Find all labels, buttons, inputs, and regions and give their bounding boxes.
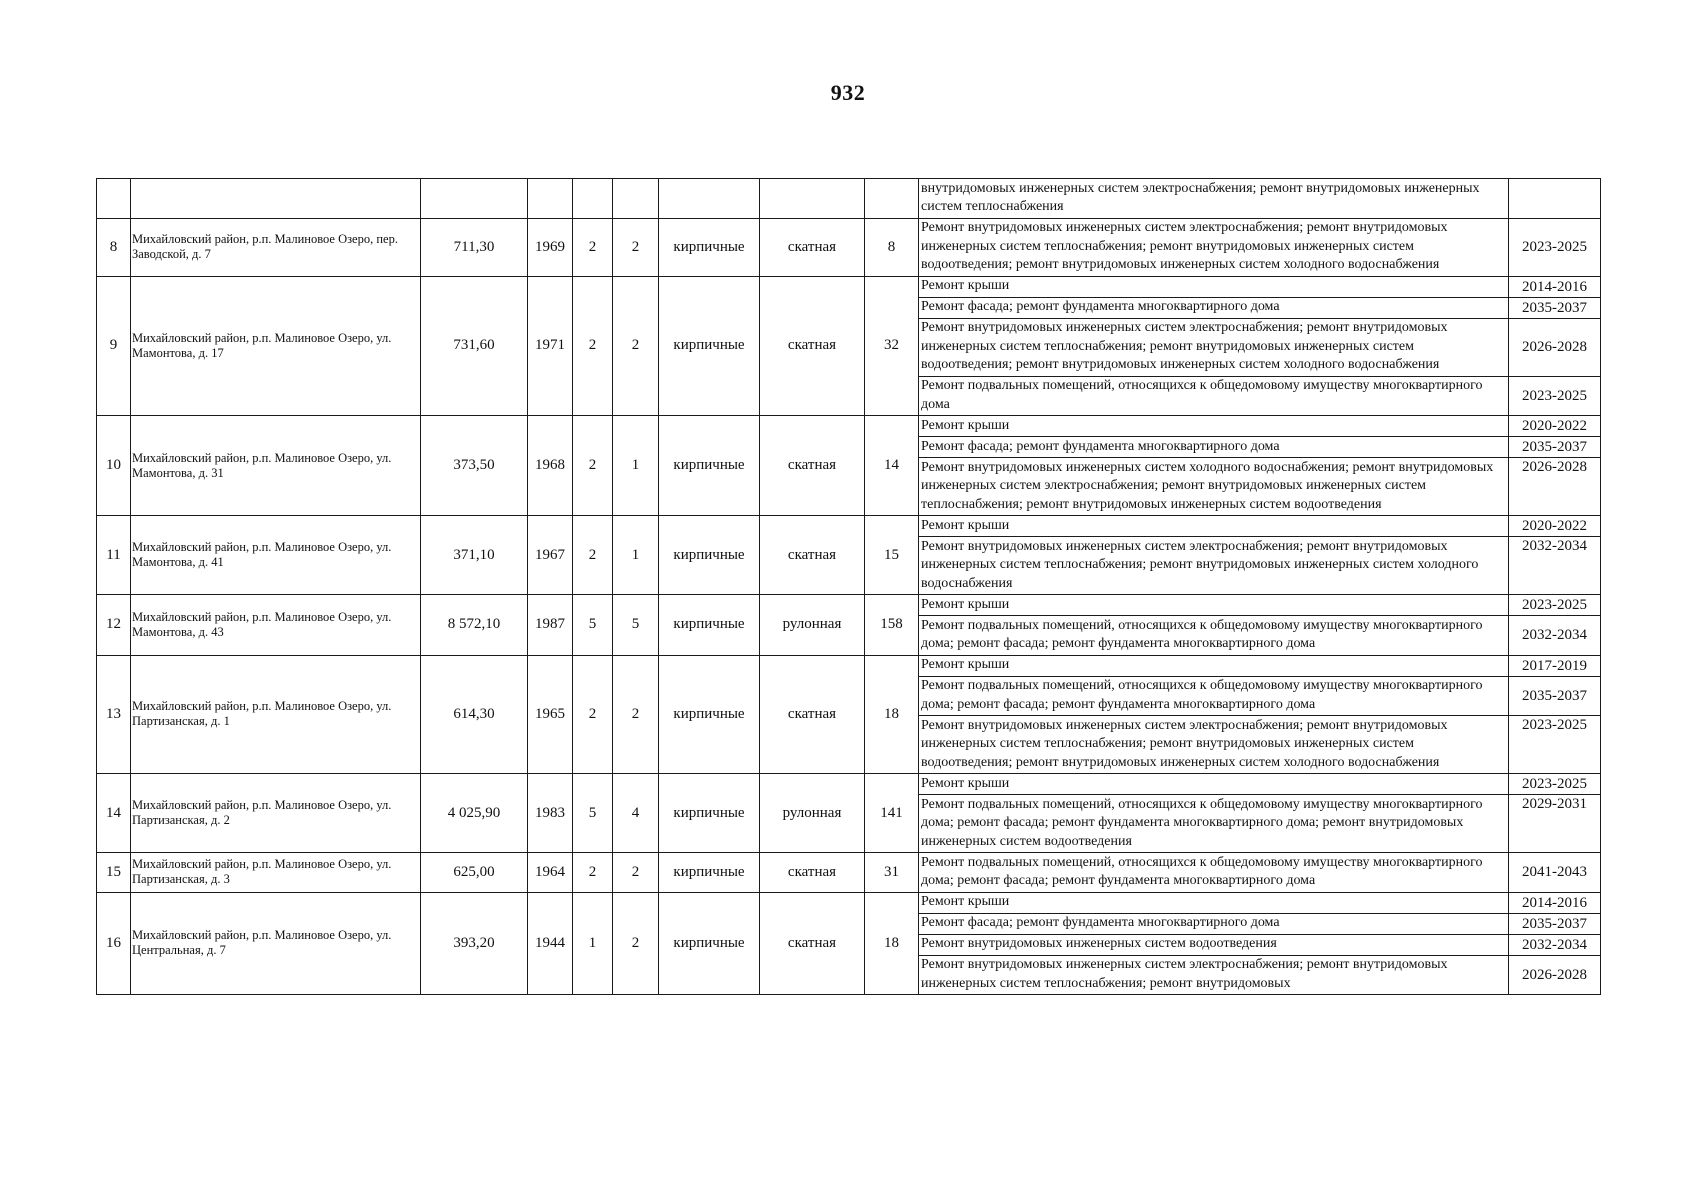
repair-work-cell: Ремонт внутридомовых инженерных систем электроснабжения; ремонт внутридомовых инженерных систем теплоснабжения; ремонт внутридомовых — [919, 955, 1509, 995]
row-number: 10 — [97, 416, 131, 516]
row-number: 14 — [97, 774, 131, 853]
repair-period-cell: 2014-2016 — [1509, 892, 1601, 913]
year-cell: 1965 — [528, 655, 573, 774]
wall-material-cell: кирпичные — [659, 276, 760, 416]
table-row — [97, 892, 1601, 913]
entrances-cell: 5 — [613, 595, 659, 656]
entrances-cell: 2 — [613, 892, 659, 995]
floors-cell: 2 — [573, 655, 613, 774]
apartments-cell: 15 — [865, 516, 919, 595]
repair-period-cell: 2026-2028 — [1509, 955, 1601, 995]
repair-work-cell: Ремонт подвальных помещений, относящихся к общедомовому имуществу многоквартирного дома; ремонт фасада; ремонт фундамента многоквартирного дома — [919, 676, 1509, 716]
row-number: 12 — [97, 595, 131, 656]
repair-period-cell: 2020-2022 — [1509, 416, 1601, 437]
roof-type-cell: скатная — [760, 276, 865, 416]
year-cell: 1969 — [528, 218, 573, 276]
repair-work-cell: Ремонт крыши — [919, 416, 1509, 437]
repair-work-cell: Ремонт подвальных помещений, относящихся к общедомовому имуществу многоквартирного дома; ремонт фасада; ремонт фундамента многоквартирного дома — [919, 616, 1509, 656]
repair-work-cell: Ремонт внутридомовых инженерных систем электроснабжения; ремонт внутридомовых инженерных систем теплоснабжения; ремонт внутридомовых инженерных систем водоотведения; ремонт внутридомовых инженерных систем холодного водоснабжения — [919, 716, 1509, 774]
area-cell: 373,50 — [421, 416, 528, 516]
repair-period-cell: 2023-2025 — [1509, 774, 1601, 795]
table-row — [97, 218, 1601, 276]
floors-cell: 5 — [573, 774, 613, 853]
repair-work-cell: Ремонт крыши — [919, 655, 1509, 676]
repair-period-cell: 2035-2037 — [1509, 437, 1601, 458]
repair-work-cell: Ремонт подвальных помещений, относящихся к общедомовому имуществу многоквартирного дома; ремонт фасада; ремонт фундамента многоквартирного дома — [919, 853, 1509, 893]
apartments-cell: 18 — [865, 892, 919, 995]
wall-material-cell: кирпичные — [659, 416, 760, 516]
repair-period-cell: 2023-2025 — [1509, 595, 1601, 616]
repair-period-cell: 2017-2019 — [1509, 655, 1601, 676]
continuation-row — [97, 179, 1601, 219]
repair-period-cell: 2023-2025 — [1509, 716, 1601, 774]
roof-type-cell: скатная — [760, 516, 865, 595]
repair-period-cell: 2026-2028 — [1509, 458, 1601, 516]
entrances-cell: 2 — [613, 853, 659, 893]
repair-period-cell: 2035-2037 — [1509, 297, 1601, 318]
repair-period-cell: 2032-2034 — [1509, 537, 1601, 595]
repair-period-cell: 2026-2028 — [1509, 318, 1601, 376]
repair-period-cell: 2035-2037 — [1509, 913, 1601, 934]
table-row — [97, 595, 1601, 616]
repair-work-cell: Ремонт подвальных помещений, относящихся к общедомовому имуществу многоквартирного дома — [919, 376, 1509, 416]
repair-period-cell: 2032-2034 — [1509, 934, 1601, 955]
area-cell: 393,20 — [421, 892, 528, 995]
repair-work-cell: Ремонт внутридомовых инженерных систем водоотведения — [919, 934, 1509, 955]
table-row — [97, 853, 1601, 893]
page-number: 932 — [830, 80, 866, 105]
year-cell: 1968 — [528, 416, 573, 516]
roof-type-cell: скатная — [760, 853, 865, 893]
area-cell: 731,60 — [421, 276, 528, 416]
repair-work-cell: Ремонт крыши — [919, 774, 1509, 795]
repair-work-cell: Ремонт фасада; ремонт фундамента многоквартирного дома — [919, 913, 1509, 934]
table-row — [97, 655, 1601, 676]
repair-work-cell: Ремонт крыши — [919, 892, 1509, 913]
repair-work-cell: Ремонт крыши — [919, 595, 1509, 616]
entrances-cell: 2 — [613, 655, 659, 774]
roof-type-cell: скатная — [760, 218, 865, 276]
repair-period-cell: 2023-2025 — [1509, 218, 1601, 276]
area-cell: 4 025,90 — [421, 774, 528, 853]
address-cell: Михайловский район, р.п. Малиновое Озеро, ул. Мамонтова, д. 43 — [131, 595, 421, 656]
repair-work-cell: Ремонт фасада; ремонт фундамента многоквартирного дома — [919, 297, 1509, 318]
year-cell: 1971 — [528, 276, 573, 416]
repair-period-cell: 2014-2016 — [1509, 276, 1601, 297]
repair-work-cell: Ремонт внутридомовых инженерных систем электроснабжения; ремонт внутридомовых инженерных систем теплоснабжения; ремонт внутридомовых инженерных систем водоотведения; ремонт внутридомовых инженерных систем холодного водоснабжения — [919, 318, 1509, 376]
apartments-cell — [865, 179, 919, 219]
repair-work-cell: Ремонт внутридомовых инженерных систем холодного водоснабжения; ремонт внутридомовых инженерных систем электроснабжения; ремонт внутридомовых инженерных систем теплоснабжения; ремонт внутридомовых инженерных систем водоотведения — [919, 458, 1509, 516]
repair-period-cell: 2035-2037 — [1509, 676, 1601, 716]
roof-type-cell — [760, 179, 865, 219]
area-cell — [421, 179, 528, 219]
entrances-cell: 1 — [613, 416, 659, 516]
apartments-cell: 14 — [865, 416, 919, 516]
row-number: 15 — [97, 853, 131, 893]
row-number: 8 — [97, 218, 131, 276]
area-cell: 614,30 — [421, 655, 528, 774]
wall-material-cell: кирпичные — [659, 853, 760, 893]
entrances-cell: 2 — [613, 276, 659, 416]
roof-type-cell: скатная — [760, 416, 865, 516]
year-cell: 1944 — [528, 892, 573, 995]
row-number — [97, 179, 131, 219]
address-cell: Михайловский район, р.п. Малиновое Озеро, ул. Центральная, д. 7 — [131, 892, 421, 995]
entrances-cell: 1 — [613, 516, 659, 595]
roof-type-cell: рулонная — [760, 774, 865, 853]
floors-cell: 2 — [573, 276, 613, 416]
repair-period-cell: 2041-2043 — [1509, 853, 1601, 893]
wall-material-cell: кирпичные — [659, 218, 760, 276]
address-cell: Михайловский район, р.п. Малиновое Озеро, пер. Заводской, д. 7 — [131, 218, 421, 276]
address-cell — [131, 179, 421, 219]
table-row — [97, 416, 1601, 437]
apartments-cell: 158 — [865, 595, 919, 656]
year-cell: 1964 — [528, 853, 573, 893]
floors-cell: 2 — [573, 853, 613, 893]
repair-work-cell: Ремонт крыши — [919, 516, 1509, 537]
apartments-cell: 141 — [865, 774, 919, 853]
repair-period-cell: 2029-2031 — [1509, 795, 1601, 853]
wall-material-cell: кирпичные — [659, 892, 760, 995]
apartments-cell: 32 — [865, 276, 919, 416]
address-cell: Михайловский район, р.п. Малиновое Озеро, ул. Партизанская, д. 2 — [131, 774, 421, 853]
repair-period-cell: 2020-2022 — [1509, 516, 1601, 537]
registry-body — [97, 179, 1601, 995]
row-number: 11 — [97, 516, 131, 595]
wall-material-cell: кирпичные — [659, 655, 760, 774]
repair-work-cell: Ремонт внутридомовых инженерных систем электроснабжения; ремонт внутридомовых инженерных систем теплоснабжения; ремонт внутридомовых инженерных систем холодного водоснабжения — [919, 537, 1509, 595]
apartments-cell: 18 — [865, 655, 919, 774]
area-cell: 711,30 — [421, 218, 528, 276]
address-cell: Михайловский район, р.п. Малиновое Озеро, ул. Партизанская, д. 1 — [131, 655, 421, 774]
entrances-cell: 2 — [613, 218, 659, 276]
table-row — [97, 276, 1601, 297]
table-row — [97, 774, 1601, 795]
housing-registry-table — [96, 178, 1601, 995]
wall-material-cell: кирпичные — [659, 516, 760, 595]
area-cell: 8 572,10 — [421, 595, 528, 656]
roof-type-cell: рулонная — [760, 595, 865, 656]
floors-cell: 1 — [573, 892, 613, 995]
wall-material-cell — [659, 179, 760, 219]
address-cell: Михайловский район, р.п. Малиновое Озеро, ул. Партизанская, д. 3 — [131, 853, 421, 893]
year-cell: 1983 — [528, 774, 573, 853]
year-cell: 1987 — [528, 595, 573, 656]
repair-period-cell: 2023-2025 — [1509, 376, 1601, 416]
area-cell: 625,00 — [421, 853, 528, 893]
floors-cell: 2 — [573, 416, 613, 516]
address-cell: Михайловский район, р.п. Малиновое Озеро, ул. Мамонтова, д. 41 — [131, 516, 421, 595]
repair-work-cell: Ремонт фасада; ремонт фундамента многоквартирного дома — [919, 437, 1509, 458]
floors-cell: 2 — [573, 516, 613, 595]
repair-period-cell: 2032-2034 — [1509, 616, 1601, 656]
year-cell: 1967 — [528, 516, 573, 595]
floors-cell: 5 — [573, 595, 613, 656]
floors-cell: 2 — [573, 218, 613, 276]
repair-period-cell — [1509, 179, 1601, 219]
roof-type-cell: скатная — [760, 892, 865, 995]
apartments-cell: 31 — [865, 853, 919, 893]
wall-material-cell: кирпичные — [659, 774, 760, 853]
floors-cell — [573, 179, 613, 219]
repair-work-cell: Ремонт внутридомовых инженерных систем электроснабжения; ремонт внутридомовых инженерных систем теплоснабжения; ремонт внутридомовых инженерных систем водоотведения; ремонт внутридомовых инженерных систем холодного водоснабжения — [919, 218, 1509, 276]
address-cell: Михайловский район, р.п. Малиновое Озеро, ул. Мамонтова, д. 31 — [131, 416, 421, 516]
row-number: 9 — [97, 276, 131, 416]
apartments-cell: 8 — [865, 218, 919, 276]
address-cell: Михайловский район, р.п. Малиновое Озеро, ул. Мамонтова, д. 17 — [131, 276, 421, 416]
repair-work-cell: Ремонт крыши — [919, 276, 1509, 297]
row-number: 13 — [97, 655, 131, 774]
repair-work-cell: внутридомовых инженерных систем электроснабжения; ремонт внутридомовых инженерных систем теплоснабжения — [919, 179, 1509, 219]
table-row — [97, 516, 1601, 537]
repair-work-cell: Ремонт подвальных помещений, относящихся к общедомовому имуществу многоквартирного дома; ремонт фасада; ремонт фундамента многоквартирного дома; ремонт внутридомовых инженерных систем водоотведения — [919, 795, 1509, 853]
entrances-cell — [613, 179, 659, 219]
area-cell: 371,10 — [421, 516, 528, 595]
row-number: 16 — [97, 892, 131, 995]
year-cell — [528, 179, 573, 219]
entrances-cell: 4 — [613, 774, 659, 853]
wall-material-cell: кирпичные — [659, 595, 760, 656]
roof-type-cell: скатная — [760, 655, 865, 774]
